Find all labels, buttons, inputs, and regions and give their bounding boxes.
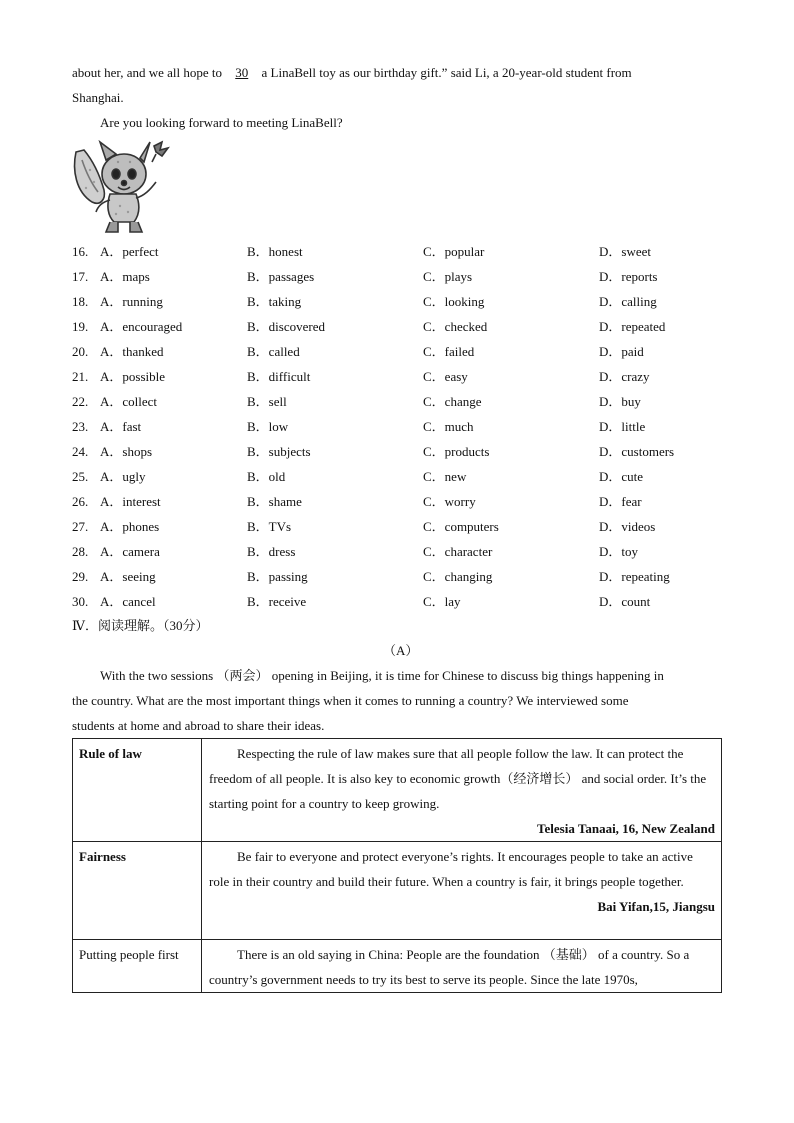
question-number: 24. [72, 444, 89, 459]
option-c: C．new [423, 469, 467, 484]
option-b: B．old [247, 469, 286, 484]
option-d: D．videos [599, 519, 656, 534]
intro-paragraph-line-1: With the two sessions （两会） opening in Beijing, it is time for Chinese to discuss big things happening in [100, 668, 664, 683]
opinions-table [72, 738, 722, 993]
opinion-cell [202, 940, 722, 993]
option-d: D．calling [599, 294, 657, 309]
option-d: D．fear [599, 494, 642, 509]
question-number: 29. [72, 569, 89, 584]
option-a: A．interest [100, 494, 161, 509]
question-number: 22. [72, 394, 89, 409]
question-number: 26. [72, 494, 89, 509]
option-b: B．taking [247, 294, 302, 309]
intro-text-before-blank: about her, and we all hope to [72, 65, 223, 80]
option-a: A．thanked [100, 344, 164, 359]
question-number: 17. [72, 269, 89, 284]
option-a: A．possible [100, 369, 166, 384]
table-row [73, 940, 722, 993]
opinion-text: There is an old saying in China: People are the foundation （基础） of a country. So a country’s government needs to try its best to serve its people. Since the late 1970s, [209, 947, 690, 987]
intro-paragraph-line-3: students at home and abroad to share their ideas. [72, 718, 325, 733]
option-b: B．shame [247, 494, 302, 509]
question-number: 25. [72, 469, 89, 484]
question-number: 21. [72, 369, 89, 384]
intro-line-1 [72, 64, 632, 82]
table-row [73, 739, 722, 842]
question-number: 16. [72, 244, 89, 259]
option-b: B．difficult [247, 369, 311, 384]
option-d: D．little [599, 419, 646, 434]
option-d: D．sweet [599, 244, 651, 259]
question-number: 18. [72, 294, 89, 309]
option-d: D．repeating [599, 569, 670, 584]
category-cell: Rule of law [73, 739, 202, 842]
option-a: A．fast [100, 419, 142, 434]
opinion-cell [202, 739, 722, 842]
option-d: D．count [599, 594, 651, 609]
option-a: A．cancel [100, 594, 156, 609]
option-b: B．discovered [247, 319, 325, 334]
option-c: C．looking [423, 294, 485, 309]
option-a: A．encouraged [100, 319, 183, 334]
option-b: B．passages [247, 269, 315, 284]
intro-line-2: Shanghai. [72, 90, 124, 105]
option-b: B．subjects [247, 444, 311, 459]
option-b: B．dress [247, 544, 296, 559]
option-b: B．receive [247, 594, 307, 609]
option-a: A．ugly [100, 469, 146, 484]
question-number: 20. [72, 344, 89, 359]
option-a: A．shops [100, 444, 153, 459]
option-c: C．change [423, 394, 482, 409]
option-c: C．computers [423, 519, 499, 534]
option-c: C．failed [423, 344, 475, 359]
option-c: C．plays [423, 269, 473, 284]
option-b: B．low [247, 419, 289, 434]
option-c: C．popular [423, 244, 485, 259]
option-c: C．checked [423, 319, 488, 334]
option-a: A．seeing [100, 569, 156, 584]
option-b: B．sell [247, 394, 287, 409]
option-a: A．phones [100, 519, 160, 534]
question-number: 23. [72, 419, 89, 434]
intro-text-after-blank: a LinaBell toy as our birthday gift.” said Li, a 20-year-old student from [261, 65, 632, 80]
opinion-text: Respecting the rule of law makes sure that all people follow the law. It can protect the freedom of all people. It is also key to economic growth（经济增长） and social order. It’s the starting point for a country to keep growing. [209, 746, 707, 811]
option-d: D．paid [599, 344, 644, 359]
part-label: （A） [383, 643, 419, 658]
option-c: C．easy [423, 369, 468, 384]
question-number: 30. [72, 594, 89, 609]
option-a: A．maps [100, 269, 150, 284]
section-heading: Ⅳ．阅读理解。（30分） [72, 618, 209, 633]
blank-30: 30 [235, 65, 249, 80]
intro-question: Are you looking forward to meeting LinaBell? [100, 115, 343, 130]
category-cell: Putting people first [73, 940, 202, 993]
option-a: A．perfect [100, 244, 159, 259]
option-a: A．camera [100, 544, 160, 559]
linabell-illustration [70, 140, 178, 234]
option-c: C．changing [423, 569, 493, 584]
signature: Bai Yifan,15, Jiangsu [597, 899, 715, 914]
option-a: A．running [100, 294, 163, 309]
option-d: D．repeated [599, 319, 666, 334]
opinion-text: Be fair to everyone and protect everyone’s rights. It encourages people to take an active role in their country and build their future. When a country is fair, it brings people together. [209, 849, 693, 889]
option-b: B．called [247, 344, 300, 359]
option-c: C．worry [423, 494, 476, 509]
opinion-cell [202, 842, 722, 940]
signature: Telesia Tanaai, 16, New Zealand [537, 821, 715, 836]
question-number: 19. [72, 319, 89, 334]
option-d: D．toy [599, 544, 639, 559]
option-d: D．crazy [599, 369, 650, 384]
option-c: C．much [423, 419, 474, 434]
option-d: D．cute [599, 469, 644, 484]
question-number: 27. [72, 519, 89, 534]
intro-paragraph-line-2: the country. What are the most important things when it comes to running a country? We interviewed some [72, 693, 629, 708]
option-c: C．character [423, 544, 493, 559]
option-d: D．customers [599, 444, 675, 459]
option-b: B．honest [247, 244, 303, 259]
option-d: D．reports [599, 269, 658, 284]
option-a: A．collect [100, 394, 158, 409]
question-number: 28. [72, 544, 89, 559]
option-b: B．passing [247, 569, 308, 584]
option-c: C．products [423, 444, 490, 459]
option-d: D．buy [599, 394, 641, 409]
option-b: B．TVs [247, 519, 292, 534]
category-cell: Fairness [73, 842, 202, 940]
table-row [73, 842, 722, 940]
option-c: C．lay [423, 594, 461, 609]
